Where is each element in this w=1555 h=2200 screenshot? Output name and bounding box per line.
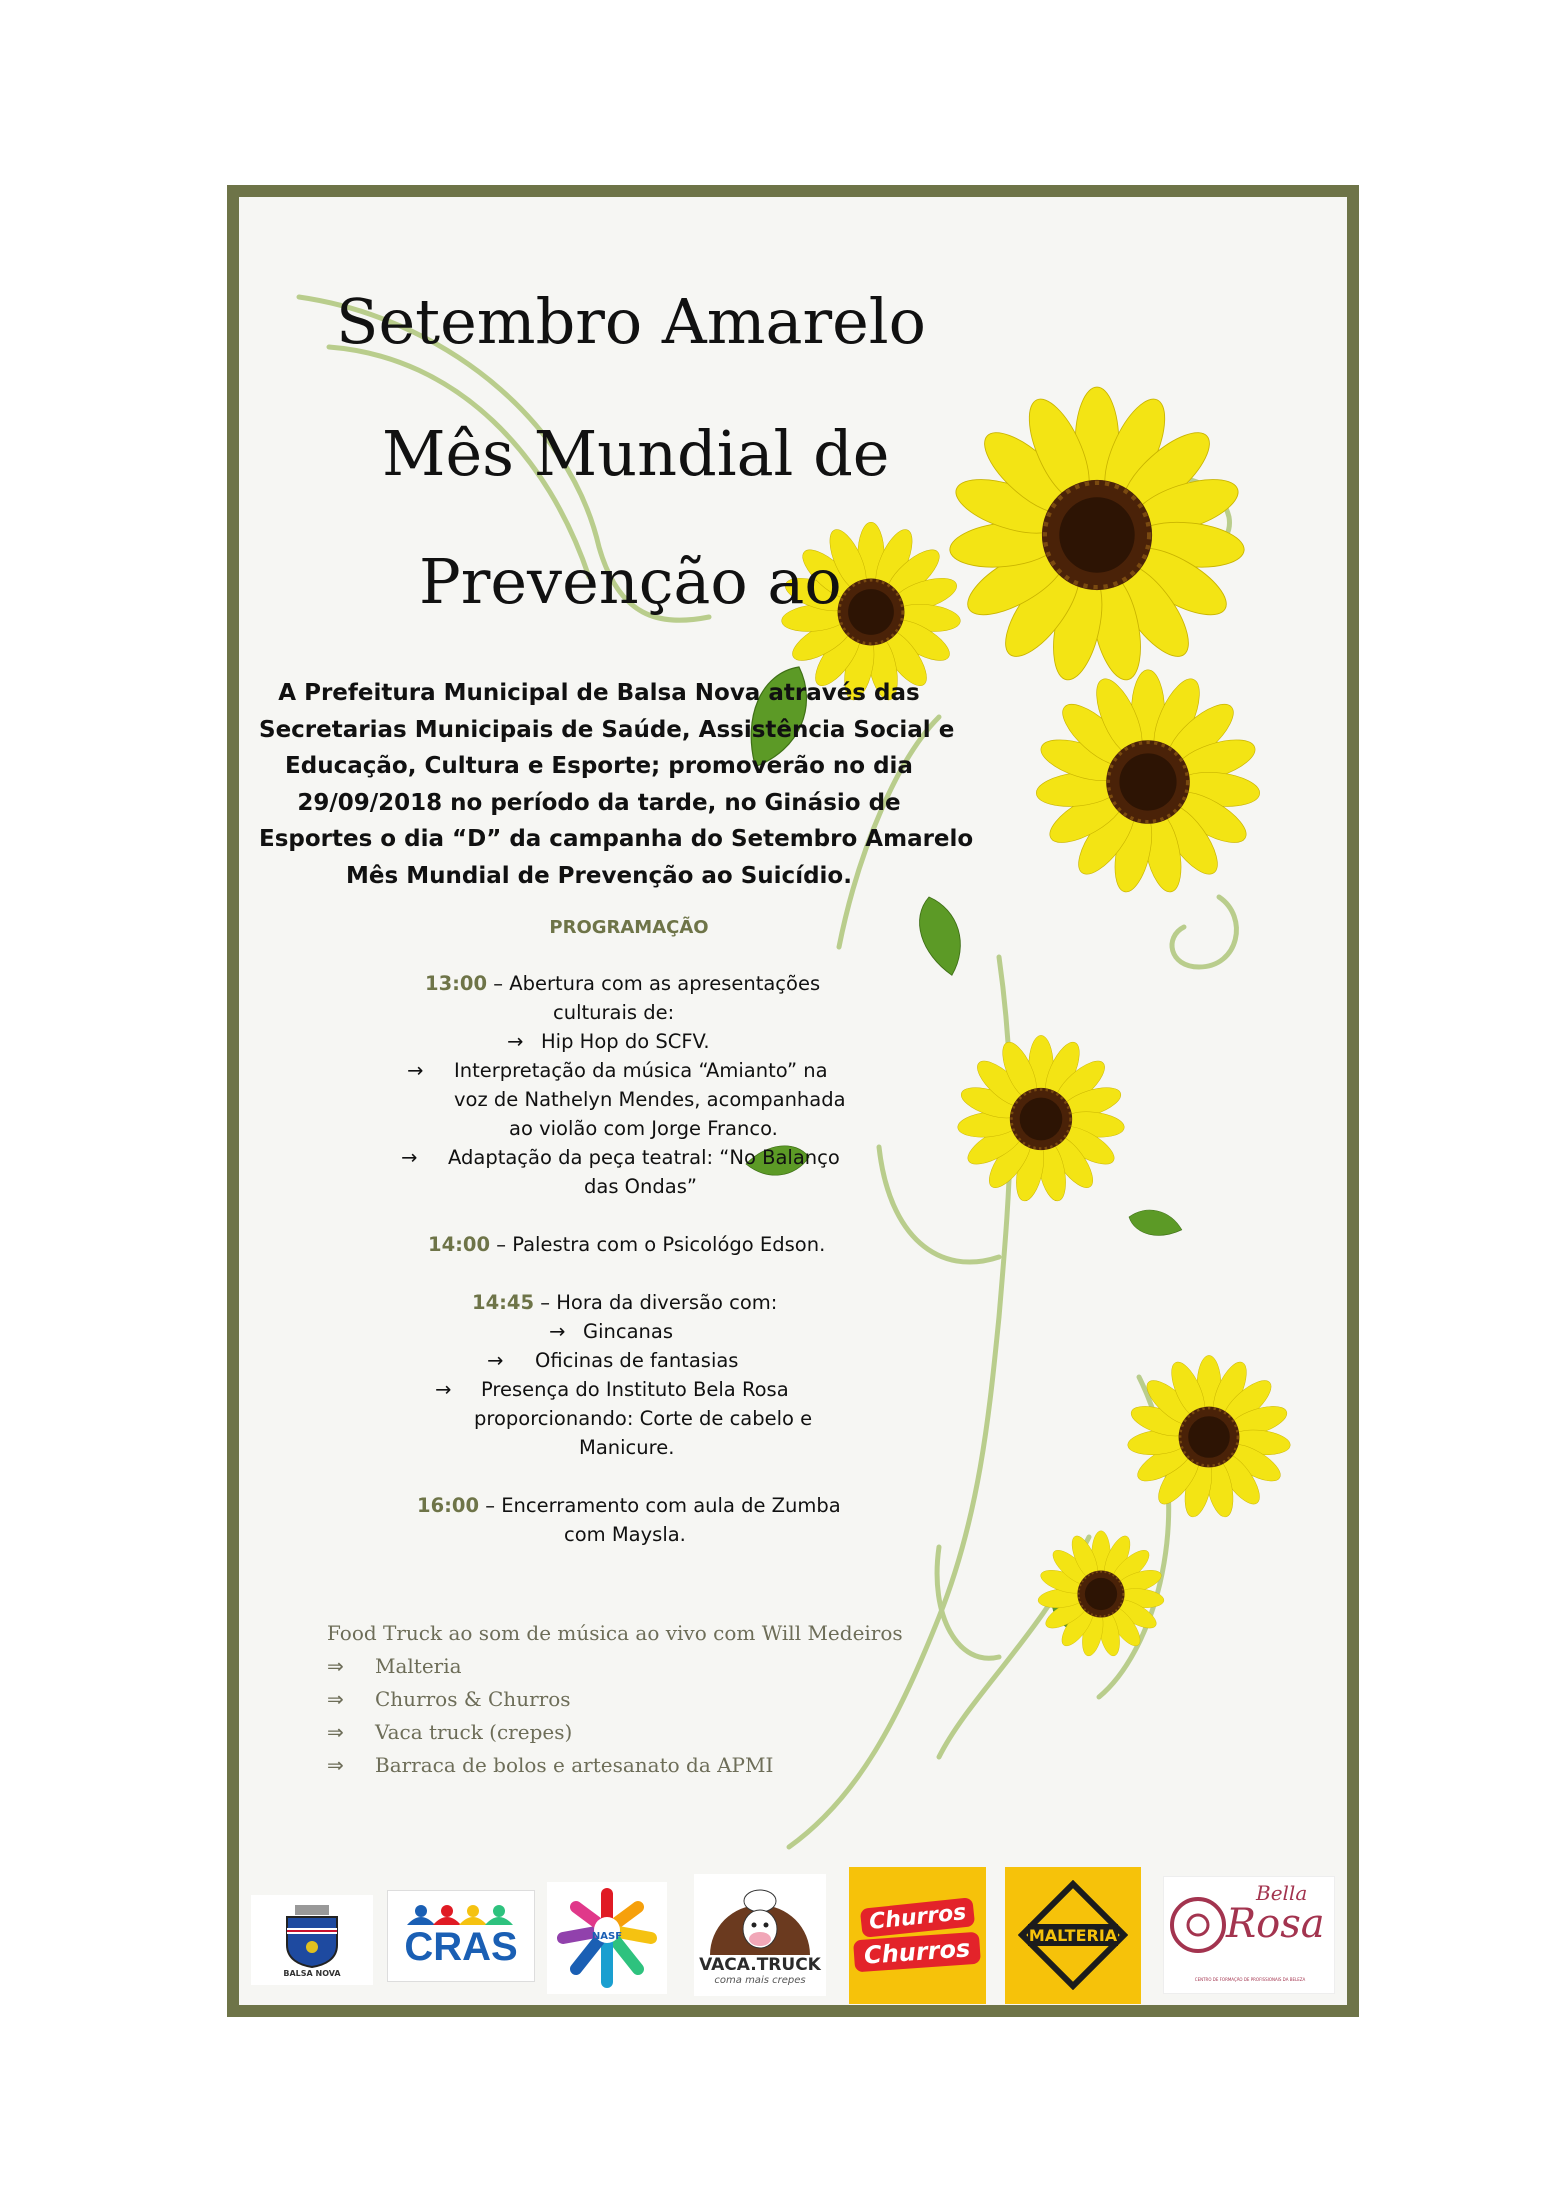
vaca-truck-text: VACA.TRUCK <box>699 1954 821 1975</box>
malteria-logo <box>1005 1867 1141 2004</box>
intro-paragraph <box>259 675 974 894</box>
schedule-time: 13:00 <box>425 972 488 995</box>
cras-text: CRAS <box>404 1925 518 1969</box>
schedule-subitem <box>549 1317 673 1346</box>
schedule-text: – Encerramento com aula de Zumba <box>479 1494 841 1517</box>
cow-chef-icon <box>705 1885 815 1955</box>
double-arrow-icon: ⇒ <box>327 1753 344 1777</box>
balsa-nova-logo <box>251 1895 373 1985</box>
schedule-cont: com Maysla. <box>564 1523 686 1546</box>
churros-text-1: Churros <box>860 1897 976 1938</box>
schedule-item <box>472 1288 777 1317</box>
rosa-text: Rosa <box>1226 1901 1325 1947</box>
schedule-subitem-cont: ao violão com Jorge Franco. <box>509 1117 778 1140</box>
subitem-text: Presença do Instituto Bela Rosa <box>481 1378 789 1401</box>
nasf-logo <box>547 1882 667 1994</box>
schedule-subitem-cont: das Ondas” <box>584 1175 697 1198</box>
arrow-right-icon: → <box>435 1378 452 1401</box>
schedule-text: – Abertura com as apresentações <box>487 972 821 995</box>
double-arrow-icon: ⇒ <box>327 1654 344 1678</box>
intro-line: Educação, Cultura e Esporte; promoverão no dia <box>285 753 913 779</box>
schedule-subitem <box>401 1143 840 1172</box>
churros-logo <box>849 1867 986 2004</box>
schedule-subitem <box>507 1027 710 1056</box>
arrow-right-icon: → <box>407 1059 424 1082</box>
food-heading: Food Truck ao som de música ao vivo com Will Medeiros <box>327 1621 903 1645</box>
schedule-item <box>417 1491 841 1520</box>
bella-rosa-logo <box>1163 1876 1335 1994</box>
people-icon <box>401 1903 521 1925</box>
intro-line: Secretarias Municipais de Saúde, Assistência Social e <box>259 716 955 743</box>
food-item-text: Barraca de bolos e artesanato da APMI <box>375 1753 774 1777</box>
nasf-text: NASF <box>591 1931 623 1942</box>
arrow-right-icon: → <box>487 1349 504 1372</box>
intro-line: Mês Mundial de Prevenção ao Suicídio. <box>346 862 852 889</box>
arrow-right-icon: → <box>507 1030 524 1053</box>
food-item <box>327 1716 903 1749</box>
subitem-text: Adaptação da peça teatral: “No Balanço <box>448 1146 840 1169</box>
schedule-subitem <box>487 1346 738 1375</box>
schedule-text: – Palestra com o Psicológo Edson. <box>490 1233 826 1256</box>
schedule-subitem-cont: proporcionando: Corte de cabelo e <box>474 1407 813 1430</box>
programacao-heading: PROGRAMAÇÃO <box>549 917 709 938</box>
vaca-truck-logo <box>694 1874 826 1996</box>
title-line-2: Mês Mundial de <box>382 417 890 490</box>
coat-of-arms-icon <box>281 1903 343 1969</box>
schedule-time: 14:45 <box>472 1291 535 1314</box>
schedule-text: – Hora da diversão com: <box>534 1291 778 1314</box>
double-arrow-icon: ⇒ <box>327 1720 344 1744</box>
schedule-cont: culturais de: <box>553 1001 675 1024</box>
schedule-subitem <box>435 1375 789 1404</box>
subitem-text: Hip Hop do SCFV. <box>541 1030 710 1053</box>
food-item <box>327 1683 903 1716</box>
arrow-right-icon: → <box>549 1320 566 1343</box>
intro-line: 29/09/2018 no período da tarde, no Ginásio de <box>297 789 901 816</box>
intro-line: Esportes o dia “D” da campanha do Setembro Amarelo <box>259 826 974 852</box>
food-truck-section <box>327 1617 903 1782</box>
schedule-subitem-cont: voz de Nathelyn Mendes, acompanhada <box>454 1088 846 1111</box>
poster <box>227 185 1359 2017</box>
subitem-text: Oficinas de fantasias <box>535 1349 739 1372</box>
schedule-subitem <box>407 1056 828 1085</box>
bella-rosa-tagline: CENTRO DE FORMAÇÃO DE PROFISSIONAIS DA BELEZA <box>1194 1977 1306 1982</box>
food-item-text: Churros & Churros <box>375 1687 571 1711</box>
schedule-time: 14:00 <box>428 1233 491 1256</box>
food-item <box>327 1749 903 1782</box>
arrow-right-icon: → <box>401 1146 418 1169</box>
vaca-truck-tagline: coma mais crepes <box>714 1974 806 1986</box>
food-item-text: Vaca truck (crepes) <box>375 1720 573 1744</box>
bella-text: Bella <box>1256 1881 1308 1905</box>
schedule-item <box>425 969 820 998</box>
malteria-text: MALTERIA <box>1028 1926 1118 1945</box>
schedule-time: 16:00 <box>417 1494 480 1517</box>
cras-logo <box>387 1890 535 1982</box>
rose-emblem-icon <box>1168 1895 1228 1955</box>
double-arrow-icon: ⇒ <box>327 1687 344 1711</box>
intro-line: A Prefeitura Municipal de Balsa Nova através das <box>278 680 920 706</box>
subitem-text: Gincanas <box>583 1320 674 1343</box>
balsa-nova-text: BALSA NOVA <box>283 1968 341 1978</box>
schedule-subitem-cont: Manicure. <box>579 1436 675 1459</box>
title-line-1: Setembro Amarelo <box>336 285 926 358</box>
food-item-text: Malteria <box>375 1654 462 1678</box>
title-line-3: Prevenção ao <box>419 545 842 618</box>
schedule-item <box>428 1230 825 1259</box>
food-item <box>327 1650 903 1683</box>
subitem-text: Interpretação da música “Amianto” na <box>454 1059 828 1082</box>
churros-text-2: Churros <box>853 1932 981 1973</box>
